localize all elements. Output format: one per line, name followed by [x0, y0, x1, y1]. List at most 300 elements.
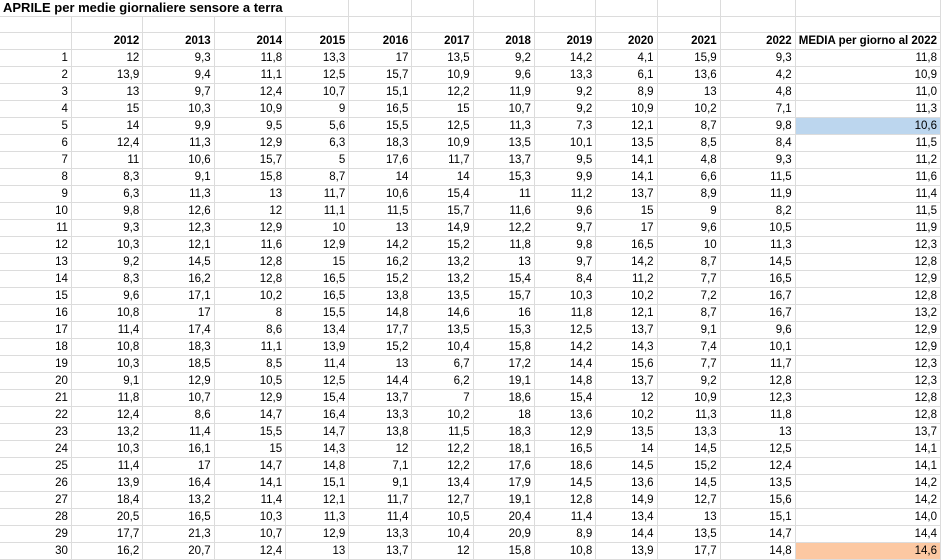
value-cell[interactable]: 14,1: [596, 169, 657, 186]
value-cell[interactable]: 15,3: [473, 169, 534, 186]
value-cell[interactable]: 16,5: [143, 509, 214, 526]
media-cell[interactable]: 14,1: [795, 441, 940, 458]
value-cell[interactable]: 13: [286, 543, 349, 560]
value-cell[interactable]: 14,7: [214, 407, 285, 424]
value-cell[interactable]: 9,1: [71, 373, 142, 390]
value-cell[interactable]: 14,8: [534, 373, 595, 390]
value-cell[interactable]: 11,4: [214, 492, 285, 509]
value-cell[interactable]: 13,5: [473, 135, 534, 152]
value-cell[interactable]: 4,2: [720, 67, 795, 84]
value-cell[interactable]: 9,3: [720, 50, 795, 67]
value-cell[interactable]: 18,5: [143, 356, 214, 373]
value-cell[interactable]: 12,3: [720, 390, 795, 407]
cell[interactable]: [657, 17, 720, 33]
value-cell[interactable]: 10,6: [349, 186, 412, 203]
value-cell[interactable]: 14: [71, 118, 142, 135]
value-cell[interactable]: 9,6: [657, 220, 720, 237]
value-cell[interactable]: 13,5: [596, 424, 657, 441]
value-cell[interactable]: 11,8: [214, 50, 285, 67]
value-cell[interactable]: 17,6: [473, 458, 534, 475]
media-cell[interactable]: 13,7: [795, 424, 940, 441]
value-cell[interactable]: 11,7: [349, 492, 412, 509]
value-cell[interactable]: 7: [412, 390, 473, 407]
value-cell[interactable]: 15,8: [473, 339, 534, 356]
cell[interactable]: [143, 17, 214, 33]
cell[interactable]: [473, 0, 534, 17]
value-cell[interactable]: 11,1: [286, 203, 349, 220]
value-cell[interactable]: 12,8: [214, 254, 285, 271]
day-number-cell[interactable]: 23: [0, 424, 71, 441]
value-cell[interactable]: 9,3: [71, 220, 142, 237]
value-cell[interactable]: 14,7: [286, 424, 349, 441]
day-number-cell[interactable]: 30: [0, 543, 71, 560]
value-cell[interactable]: 20,5: [71, 509, 142, 526]
cell[interactable]: [0, 17, 71, 33]
day-number-cell[interactable]: 10: [0, 203, 71, 220]
value-cell[interactable]: 9,9: [143, 118, 214, 135]
value-cell[interactable]: 20,4: [473, 509, 534, 526]
cell[interactable]: [286, 17, 349, 33]
value-cell[interactable]: 13,3: [534, 67, 595, 84]
value-cell[interactable]: 12,4: [71, 135, 142, 152]
day-number-cell[interactable]: 6: [0, 135, 71, 152]
value-cell[interactable]: 12: [71, 50, 142, 67]
value-cell[interactable]: 11,8: [720, 407, 795, 424]
value-cell[interactable]: 9,8: [720, 118, 795, 135]
value-cell[interactable]: 15: [596, 203, 657, 220]
day-number-cell[interactable]: 29: [0, 526, 71, 543]
header-cell-year[interactable]: 2012: [71, 33, 142, 50]
value-cell[interactable]: 9,2: [71, 254, 142, 271]
value-cell[interactable]: 11,7: [286, 186, 349, 203]
value-cell[interactable]: 9,1: [657, 322, 720, 339]
value-cell[interactable]: 16,7: [720, 305, 795, 322]
value-cell[interactable]: 8,7: [657, 254, 720, 271]
value-cell[interactable]: 11,5: [412, 424, 473, 441]
day-number-cell[interactable]: 17: [0, 322, 71, 339]
value-cell[interactable]: 10: [286, 220, 349, 237]
value-cell[interactable]: 7,7: [657, 271, 720, 288]
value-cell[interactable]: 16,5: [349, 101, 412, 118]
value-cell[interactable]: 13,9: [71, 67, 142, 84]
value-cell[interactable]: 14,5: [143, 254, 214, 271]
day-number-cell[interactable]: 15: [0, 288, 71, 305]
value-cell[interactable]: 15: [286, 254, 349, 271]
cell[interactable]: [795, 0, 940, 17]
day-number-cell[interactable]: 18: [0, 339, 71, 356]
value-cell[interactable]: 15,4: [286, 390, 349, 407]
value-cell[interactable]: 14: [412, 169, 473, 186]
value-cell[interactable]: 11,4: [71, 458, 142, 475]
value-cell[interactable]: 10,2: [657, 101, 720, 118]
value-cell[interactable]: 11: [71, 152, 142, 169]
value-cell[interactable]: 14,3: [286, 441, 349, 458]
value-cell[interactable]: 15: [71, 101, 142, 118]
value-cell[interactable]: 16,5: [720, 271, 795, 288]
value-cell[interactable]: 10,7: [473, 101, 534, 118]
day-number-cell[interactable]: 22: [0, 407, 71, 424]
value-cell[interactable]: 9,7: [143, 84, 214, 101]
value-cell[interactable]: 13,8: [349, 288, 412, 305]
value-cell[interactable]: 11,4: [71, 322, 142, 339]
value-cell[interactable]: 11,3: [473, 118, 534, 135]
value-cell[interactable]: 15,7: [473, 288, 534, 305]
value-cell[interactable]: 16,1: [143, 441, 214, 458]
value-cell[interactable]: 10,2: [214, 288, 285, 305]
value-cell[interactable]: 10,9: [412, 67, 473, 84]
cell[interactable]: [286, 0, 349, 17]
value-cell[interactable]: 11,3: [286, 509, 349, 526]
value-cell[interactable]: 9,1: [143, 169, 214, 186]
value-cell[interactable]: 15,2: [349, 271, 412, 288]
value-cell[interactable]: 5: [286, 152, 349, 169]
value-cell[interactable]: 12: [412, 543, 473, 560]
media-cell[interactable]: 12,8: [795, 407, 940, 424]
value-cell[interactable]: 13,3: [349, 407, 412, 424]
value-cell[interactable]: 14,5: [657, 441, 720, 458]
value-cell[interactable]: 11,2: [534, 186, 595, 203]
day-number-cell[interactable]: 28: [0, 509, 71, 526]
value-cell[interactable]: 12,5: [286, 67, 349, 84]
value-cell[interactable]: 14,2: [596, 254, 657, 271]
value-cell[interactable]: 15,2: [349, 339, 412, 356]
value-cell[interactable]: 16,2: [71, 543, 142, 560]
value-cell[interactable]: 10,7: [286, 84, 349, 101]
value-cell[interactable]: 9,6: [71, 288, 142, 305]
value-cell[interactable]: 15,6: [720, 492, 795, 509]
media-cell[interactable]: 12,8: [795, 254, 940, 271]
media-cell[interactable]: 14,4: [795, 526, 940, 543]
value-cell[interactable]: 10,7: [214, 526, 285, 543]
value-cell[interactable]: 11,7: [412, 152, 473, 169]
value-cell[interactable]: 15,1: [349, 84, 412, 101]
value-cell[interactable]: 8,9: [534, 526, 595, 543]
day-number-cell[interactable]: 4: [0, 101, 71, 118]
value-cell[interactable]: 15,1: [720, 509, 795, 526]
value-cell[interactable]: 18,3: [349, 135, 412, 152]
media-cell[interactable]: 11,3: [795, 101, 940, 118]
value-cell[interactable]: 13: [349, 220, 412, 237]
value-cell[interactable]: 15,7: [412, 203, 473, 220]
media-cell[interactable]: 11,6: [795, 169, 940, 186]
value-cell[interactable]: 16,5: [596, 237, 657, 254]
value-cell[interactable]: 11,9: [720, 186, 795, 203]
value-cell[interactable]: 13: [657, 84, 720, 101]
day-number-cell[interactable]: 14: [0, 271, 71, 288]
value-cell[interactable]: 13,5: [657, 526, 720, 543]
value-cell[interactable]: 13,4: [286, 322, 349, 339]
value-cell[interactable]: 7,1: [720, 101, 795, 118]
value-cell[interactable]: 18,6: [534, 458, 595, 475]
value-cell[interactable]: 9,4: [143, 67, 214, 84]
value-cell[interactable]: 13,3: [657, 424, 720, 441]
header-cell-year[interactable]: 2020: [596, 33, 657, 50]
media-cell[interactable]: 12,3: [795, 373, 940, 390]
value-cell[interactable]: 10,3: [71, 356, 142, 373]
value-cell[interactable]: 17,4: [143, 322, 214, 339]
value-cell[interactable]: 13,5: [596, 135, 657, 152]
header-cell-year[interactable]: 2017: [412, 33, 473, 50]
day-number-cell[interactable]: 2: [0, 67, 71, 84]
value-cell[interactable]: 16,7: [720, 288, 795, 305]
value-cell[interactable]: 9,6: [534, 203, 595, 220]
value-cell[interactable]: 14,8: [720, 543, 795, 560]
value-cell[interactable]: 17: [596, 220, 657, 237]
value-cell[interactable]: 13,9: [286, 339, 349, 356]
value-cell[interactable]: 9: [657, 203, 720, 220]
value-cell[interactable]: 12,8: [534, 492, 595, 509]
value-cell[interactable]: 11,4: [534, 509, 595, 526]
value-cell[interactable]: 13,5: [720, 475, 795, 492]
value-cell[interactable]: 7,3: [534, 118, 595, 135]
value-cell[interactable]: 10,5: [214, 373, 285, 390]
value-cell[interactable]: 8,6: [143, 407, 214, 424]
media-cell[interactable]: 11,2: [795, 152, 940, 169]
media-cell[interactable]: 14,2: [795, 475, 940, 492]
value-cell[interactable]: 13: [349, 356, 412, 373]
cell[interactable]: [720, 0, 795, 17]
value-cell[interactable]: 10,4: [412, 526, 473, 543]
value-cell[interactable]: 10,3: [214, 509, 285, 526]
value-cell[interactable]: 12,1: [596, 305, 657, 322]
value-cell[interactable]: 13: [473, 254, 534, 271]
media-cell[interactable]: 12,8: [795, 390, 940, 407]
day-number-cell[interactable]: 24: [0, 441, 71, 458]
day-number-cell[interactable]: 5: [0, 118, 71, 135]
value-cell[interactable]: 12,9: [214, 220, 285, 237]
media-cell[interactable]: 11,8: [795, 50, 940, 67]
value-cell[interactable]: 10,3: [71, 441, 142, 458]
value-cell[interactable]: 13: [657, 509, 720, 526]
header-cell-media[interactable]: MEDIA per giorno al 2022: [795, 33, 940, 50]
media-cell[interactable]: 12,9: [795, 271, 940, 288]
value-cell[interactable]: 4,8: [720, 84, 795, 101]
value-cell[interactable]: 12,5: [534, 322, 595, 339]
value-cell[interactable]: 10,6: [143, 152, 214, 169]
day-number-cell[interactable]: 9: [0, 186, 71, 203]
value-cell[interactable]: 8,2: [720, 203, 795, 220]
day-number-cell[interactable]: 27: [0, 492, 71, 509]
value-cell[interactable]: 12,5: [286, 373, 349, 390]
value-cell[interactable]: 13,7: [473, 152, 534, 169]
value-cell[interactable]: 12,1: [143, 237, 214, 254]
header-cell-year[interactable]: 2018: [473, 33, 534, 50]
value-cell[interactable]: 9,3: [143, 50, 214, 67]
value-cell[interactable]: 12: [596, 390, 657, 407]
value-cell[interactable]: 12,9: [143, 373, 214, 390]
value-cell[interactable]: 13: [71, 84, 142, 101]
value-cell[interactable]: 15,9: [657, 50, 720, 67]
cell[interactable]: [534, 17, 595, 33]
value-cell[interactable]: 14,5: [596, 458, 657, 475]
value-cell[interactable]: 18,3: [473, 424, 534, 441]
value-cell[interactable]: 20,9: [473, 526, 534, 543]
value-cell[interactable]: 9,7: [534, 254, 595, 271]
value-cell[interactable]: 13: [720, 424, 795, 441]
media-cell[interactable]: 12,9: [795, 339, 940, 356]
value-cell[interactable]: 14,1: [214, 475, 285, 492]
value-cell[interactable]: 14: [596, 441, 657, 458]
value-cell[interactable]: 11,5: [349, 203, 412, 220]
media-cell[interactable]: 14,0: [795, 509, 940, 526]
value-cell[interactable]: 18,3: [143, 339, 214, 356]
value-cell[interactable]: 10,5: [412, 509, 473, 526]
value-cell[interactable]: 11,8: [534, 305, 595, 322]
header-cell-year[interactable]: 2016: [349, 33, 412, 50]
value-cell[interactable]: 8: [214, 305, 285, 322]
value-cell[interactable]: 9: [286, 101, 349, 118]
day-number-cell[interactable]: 19: [0, 356, 71, 373]
value-cell[interactable]: 14,4: [349, 373, 412, 390]
value-cell[interactable]: 15,4: [473, 271, 534, 288]
value-cell[interactable]: 12,9: [534, 424, 595, 441]
media-cell[interactable]: 11,9: [795, 220, 940, 237]
value-cell[interactable]: 16,4: [143, 475, 214, 492]
value-cell[interactable]: 9,9: [534, 169, 595, 186]
value-cell[interactable]: 12,1: [596, 118, 657, 135]
value-cell[interactable]: 11,1: [214, 67, 285, 84]
value-cell[interactable]: 9,2: [534, 84, 595, 101]
value-cell[interactable]: 14,4: [596, 526, 657, 543]
value-cell[interactable]: 10,9: [596, 101, 657, 118]
value-cell[interactable]: 11,2: [596, 271, 657, 288]
value-cell[interactable]: 14,1: [596, 152, 657, 169]
value-cell[interactable]: 8,4: [534, 271, 595, 288]
cell[interactable]: [657, 0, 720, 17]
cell[interactable]: [71, 17, 142, 33]
media-cell-highlight-blue[interactable]: 10,6: [795, 118, 940, 135]
value-cell[interactable]: 12,5: [412, 118, 473, 135]
value-cell[interactable]: 9,5: [534, 152, 595, 169]
value-cell[interactable]: 10,7: [143, 390, 214, 407]
value-cell[interactable]: 13,5: [412, 50, 473, 67]
value-cell[interactable]: 7,1: [349, 458, 412, 475]
value-cell[interactable]: 15,5: [349, 118, 412, 135]
value-cell[interactable]: 11,3: [143, 186, 214, 203]
media-cell[interactable]: 14,1: [795, 458, 940, 475]
media-cell[interactable]: 14,2: [795, 492, 940, 509]
media-cell[interactable]: 13,2: [795, 305, 940, 322]
value-cell[interactable]: 15,5: [214, 424, 285, 441]
cell[interactable]: [720, 17, 795, 33]
media-cell[interactable]: 12,3: [795, 356, 940, 373]
value-cell[interactable]: 10,9: [412, 135, 473, 152]
value-cell[interactable]: 11,4: [349, 509, 412, 526]
cell[interactable]: [596, 17, 657, 33]
value-cell[interactable]: 9,2: [473, 50, 534, 67]
value-cell[interactable]: 13,7: [349, 543, 412, 560]
value-cell[interactable]: 12,9: [214, 135, 285, 152]
value-cell[interactable]: 15: [412, 101, 473, 118]
value-cell[interactable]: 17,6: [349, 152, 412, 169]
value-cell[interactable]: 15,1: [286, 475, 349, 492]
value-cell[interactable]: 14,4: [534, 356, 595, 373]
header-cell-year[interactable]: 2013: [143, 33, 214, 50]
value-cell[interactable]: 11,4: [286, 356, 349, 373]
media-cell[interactable]: 11,5: [795, 203, 940, 220]
value-cell[interactable]: 14,5: [657, 475, 720, 492]
value-cell[interactable]: 9,8: [534, 237, 595, 254]
value-cell[interactable]: 11,5: [720, 169, 795, 186]
value-cell[interactable]: 8,5: [214, 356, 285, 373]
value-cell[interactable]: 8,9: [657, 186, 720, 203]
value-cell[interactable]: 4,1: [596, 50, 657, 67]
value-cell[interactable]: 10,3: [71, 237, 142, 254]
value-cell[interactable]: 16,5: [286, 288, 349, 305]
value-cell[interactable]: 15,8: [473, 543, 534, 560]
value-cell[interactable]: 10,3: [534, 288, 595, 305]
day-number-cell[interactable]: 21: [0, 390, 71, 407]
value-cell[interactable]: 10,8: [534, 543, 595, 560]
cell[interactable]: [473, 17, 534, 33]
value-cell[interactable]: 13,9: [71, 475, 142, 492]
value-cell[interactable]: 15,2: [412, 237, 473, 254]
value-cell[interactable]: 11,6: [214, 237, 285, 254]
day-number-cell[interactable]: 8: [0, 169, 71, 186]
value-cell[interactable]: 11,1: [214, 339, 285, 356]
day-number-cell[interactable]: 26: [0, 475, 71, 492]
value-cell[interactable]: 13,8: [349, 424, 412, 441]
media-cell[interactable]: 12,3: [795, 237, 940, 254]
value-cell[interactable]: 13,2: [71, 424, 142, 441]
value-cell[interactable]: 20,7: [143, 543, 214, 560]
value-cell[interactable]: 11,4: [143, 424, 214, 441]
value-cell[interactable]: 10,9: [214, 101, 285, 118]
sheet-title[interactable]: APRILE per medie giornaliere sensore a terra: [0, 0, 286, 17]
value-cell[interactable]: 14,5: [720, 254, 795, 271]
value-cell[interactable]: 8,7: [657, 118, 720, 135]
value-cell[interactable]: 6,3: [71, 186, 142, 203]
value-cell[interactable]: 12,8: [720, 373, 795, 390]
value-cell[interactable]: 15,3: [473, 322, 534, 339]
value-cell[interactable]: 10: [657, 237, 720, 254]
value-cell[interactable]: 8,9: [596, 84, 657, 101]
value-cell[interactable]: 6,1: [596, 67, 657, 84]
cell[interactable]: [349, 0, 412, 17]
value-cell[interactable]: 7,2: [657, 288, 720, 305]
value-cell[interactable]: 17,2: [473, 356, 534, 373]
value-cell[interactable]: 8,7: [286, 169, 349, 186]
value-cell[interactable]: 13,7: [596, 186, 657, 203]
value-cell[interactable]: 13,6: [657, 67, 720, 84]
value-cell[interactable]: 12,5: [720, 441, 795, 458]
header-cell-year[interactable]: 2014: [214, 33, 285, 50]
day-number-cell[interactable]: 12: [0, 237, 71, 254]
cell[interactable]: [214, 17, 285, 33]
value-cell[interactable]: 17,9: [473, 475, 534, 492]
day-number-cell[interactable]: 11: [0, 220, 71, 237]
value-cell[interactable]: 18,1: [473, 441, 534, 458]
value-cell[interactable]: 17,7: [71, 526, 142, 543]
value-cell[interactable]: 18,4: [71, 492, 142, 509]
value-cell[interactable]: 13,7: [596, 373, 657, 390]
value-cell[interactable]: 8,7: [657, 305, 720, 322]
value-cell[interactable]: 15,7: [349, 67, 412, 84]
value-cell[interactable]: 14,9: [412, 220, 473, 237]
value-cell[interactable]: 12,7: [657, 492, 720, 509]
header-cell-year[interactable]: 2015: [286, 33, 349, 50]
value-cell[interactable]: 7,4: [657, 339, 720, 356]
value-cell[interactable]: 12,2: [412, 458, 473, 475]
value-cell[interactable]: 11,7: [720, 356, 795, 373]
header-cell-year[interactable]: 2021: [657, 33, 720, 50]
media-cell[interactable]: 12,9: [795, 322, 940, 339]
value-cell[interactable]: 17: [143, 458, 214, 475]
value-cell[interactable]: 13,3: [349, 526, 412, 543]
value-cell[interactable]: 12,7: [412, 492, 473, 509]
value-cell[interactable]: 8,3: [71, 169, 142, 186]
value-cell[interactable]: 13,2: [143, 492, 214, 509]
